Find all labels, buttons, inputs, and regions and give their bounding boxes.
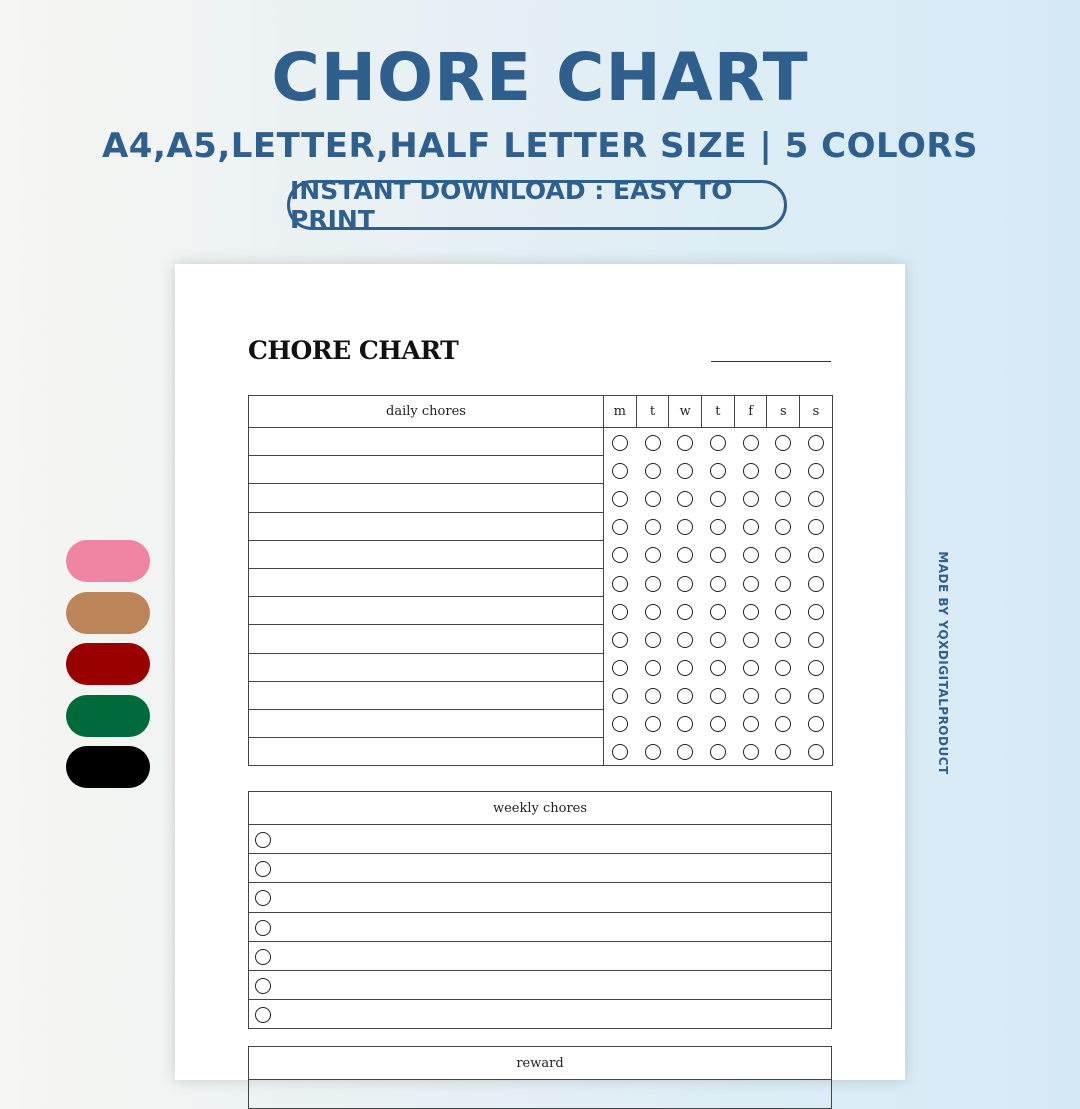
weekly-chore-row [249, 854, 832, 883]
checkbox-circle-icon[interactable] [710, 744, 726, 760]
day-check-cell [604, 540, 637, 568]
day-check-cell [800, 540, 833, 568]
checkbox-circle-icon[interactable] [612, 519, 628, 535]
checkbox-circle-icon[interactable] [677, 688, 693, 704]
checkbox-circle-icon[interactable] [612, 632, 628, 648]
day-check-cell [604, 456, 637, 484]
day-check-cell [669, 484, 702, 512]
checkbox-circle-icon[interactable] [255, 832, 271, 848]
daily-chore-row [249, 512, 833, 540]
daily-chore-row [249, 540, 833, 568]
checkbox-circle-icon[interactable] [743, 547, 759, 563]
day-check-cell [636, 456, 669, 484]
daily-chore-cell[interactable] [249, 653, 604, 681]
weekly-chore-cell[interactable] [249, 854, 832, 883]
weekly-chore-row [249, 1000, 832, 1029]
day-check-cell [669, 681, 702, 709]
checkbox-circle-icon[interactable] [710, 604, 726, 620]
daily-chore-cell[interactable] [249, 512, 604, 540]
checkbox-circle-icon[interactable] [255, 949, 271, 965]
day-check-cell [604, 653, 637, 681]
day-check-cell [636, 428, 669, 456]
checkbox-circle-icon[interactable] [612, 604, 628, 620]
checkbox-circle-icon[interactable] [775, 463, 791, 479]
daily-chore-row [249, 681, 833, 709]
day-check-cell [702, 653, 735, 681]
checkbox-circle-icon[interactable] [775, 716, 791, 732]
daily-chore-cell[interactable] [249, 428, 604, 456]
day-check-cell [669, 428, 702, 456]
daily-chore-row [249, 709, 833, 737]
day-check-cell [604, 597, 637, 625]
weekly-chore-row [249, 941, 832, 970]
checkbox-circle-icon[interactable] [645, 660, 661, 676]
day-check-cell [734, 738, 767, 766]
day-check-cell [734, 428, 767, 456]
daily-chore-cell[interactable] [249, 625, 604, 653]
checkbox-circle-icon[interactable] [710, 519, 726, 535]
checkbox-circle-icon[interactable] [808, 660, 824, 676]
day-check-cell [702, 709, 735, 737]
day-check-cell [800, 512, 833, 540]
checkbox-circle-icon[interactable] [645, 604, 661, 620]
day-check-cell [636, 484, 669, 512]
daily-chore-row [249, 428, 833, 456]
weekly-chore-row [249, 970, 832, 999]
weekly-chore-row [249, 825, 832, 854]
checkbox-circle-icon[interactable] [645, 519, 661, 535]
day-header-s2: s [800, 396, 833, 428]
checkbox-circle-icon[interactable] [743, 688, 759, 704]
checkbox-circle-icon[interactable] [808, 744, 824, 760]
day-check-cell [734, 540, 767, 568]
checkbox-circle-icon[interactable] [775, 660, 791, 676]
checkbox-circle-icon[interactable] [710, 716, 726, 732]
checkbox-circle-icon[interactable] [612, 435, 628, 451]
weekly-chores-body [249, 825, 832, 1029]
checkbox-circle-icon[interactable] [808, 632, 824, 648]
day-check-cell [669, 512, 702, 540]
checkbox-circle-icon[interactable] [743, 660, 759, 676]
checkbox-circle-icon[interactable] [710, 547, 726, 563]
day-check-cell [767, 625, 800, 653]
day-check-cell [702, 597, 735, 625]
checkbox-circle-icon[interactable] [677, 632, 693, 648]
day-check-cell [800, 625, 833, 653]
day-check-cell [636, 568, 669, 596]
checkbox-circle-icon[interactable] [710, 688, 726, 704]
checkbox-circle-icon[interactable] [743, 463, 759, 479]
day-check-cell [636, 681, 669, 709]
reward-cell[interactable] [249, 1080, 832, 1109]
checkbox-circle-icon[interactable] [808, 576, 824, 592]
day-check-cell [604, 484, 637, 512]
day-check-cell [767, 709, 800, 737]
day-check-cell [669, 709, 702, 737]
checkbox-circle-icon[interactable] [677, 744, 693, 760]
instant-download-pill: INSTANT DOWNLOAD : EASY TO PRINT [287, 180, 787, 230]
checkbox-circle-icon[interactable] [775, 688, 791, 704]
checkbox-circle-icon[interactable] [808, 435, 824, 451]
checkbox-circle-icon[interactable] [743, 604, 759, 620]
weekly-chore-cell[interactable] [249, 912, 832, 941]
checkbox-circle-icon[interactable] [612, 744, 628, 760]
checkbox-circle-icon[interactable] [710, 435, 726, 451]
checkbox-circle-icon[interactable] [612, 688, 628, 704]
checkbox-circle-icon[interactable] [612, 660, 628, 676]
checkbox-circle-icon[interactable] [775, 604, 791, 620]
daily-chore-cell[interactable] [249, 456, 604, 484]
weekly-chore-cell[interactable] [249, 1000, 832, 1029]
day-check-cell [702, 540, 735, 568]
weekly-chore-cell[interactable] [249, 825, 832, 854]
checkbox-circle-icon[interactable] [645, 716, 661, 732]
day-check-cell [800, 653, 833, 681]
day-check-cell [734, 597, 767, 625]
day-check-cell [702, 625, 735, 653]
day-check-cell [669, 653, 702, 681]
reward-row [249, 1080, 832, 1109]
checkbox-circle-icon[interactable] [645, 632, 661, 648]
checkbox-circle-icon[interactable] [645, 491, 661, 507]
checkbox-circle-icon[interactable] [255, 1007, 271, 1023]
document-title: CHORE CHART [248, 336, 459, 365]
checkbox-circle-icon[interactable] [808, 604, 824, 620]
day-check-cell [669, 738, 702, 766]
day-check-cell [636, 738, 669, 766]
day-check-cell [734, 625, 767, 653]
daily-chores-header: daily chores [249, 396, 604, 428]
day-check-cell [604, 625, 637, 653]
weekly-chore-cell[interactable] [249, 970, 832, 999]
checkbox-circle-icon[interactable] [612, 716, 628, 732]
daily-chore-cell[interactable] [249, 709, 604, 737]
checkbox-circle-icon[interactable] [677, 435, 693, 451]
hero-subtitle: A4,A5,LETTER,HALF LETTER SIZE | 5 COLORS [101, 126, 979, 166]
weekly-header-row [249, 792, 832, 825]
day-check-cell [636, 540, 669, 568]
daily-chore-row [249, 738, 833, 766]
color-swatch-3[interactable] [66, 643, 150, 685]
color-swatch-2[interactable] [66, 592, 150, 634]
checkbox-circle-icon[interactable] [743, 519, 759, 535]
day-check-cell [800, 428, 833, 456]
daily-chore-cell[interactable] [249, 568, 604, 596]
checkbox-circle-icon[interactable] [808, 463, 824, 479]
weekly-chore-row [249, 912, 832, 941]
checkbox-circle-icon[interactable] [743, 435, 759, 451]
daily-chore-cell[interactable] [249, 597, 604, 625]
day-header-s: s [767, 396, 800, 428]
checkbox-circle-icon[interactable] [808, 491, 824, 507]
checkbox-circle-icon[interactable] [808, 547, 824, 563]
day-check-cell [767, 484, 800, 512]
checkbox-circle-icon[interactable] [710, 576, 726, 592]
checkbox-circle-icon[interactable] [645, 463, 661, 479]
day-check-cell [702, 428, 735, 456]
checkbox-circle-icon[interactable] [743, 576, 759, 592]
day-check-cell [702, 568, 735, 596]
checkbox-circle-icon[interactable] [808, 688, 824, 704]
color-swatches [66, 540, 150, 798]
daily-header-row [249, 396, 833, 428]
color-swatch-4[interactable] [66, 695, 150, 737]
day-check-cell [800, 456, 833, 484]
daily-chores-body [249, 428, 833, 766]
day-check-cell [636, 597, 669, 625]
day-check-cell [669, 625, 702, 653]
checkbox-circle-icon[interactable] [775, 519, 791, 535]
checkbox-circle-icon[interactable] [743, 632, 759, 648]
day-check-cell [669, 568, 702, 596]
credit-text: MADE BY YQXDIGITALPRODUCT [936, 551, 950, 775]
checkbox-circle-icon[interactable] [677, 604, 693, 620]
day-check-cell [734, 653, 767, 681]
day-check-cell [767, 597, 800, 625]
daily-chore-row [249, 653, 833, 681]
day-check-cell [604, 428, 637, 456]
weekly-chores-header: weekly chores [249, 792, 832, 825]
checkbox-circle-icon[interactable] [255, 861, 271, 877]
weekly-chore-cell[interactable] [249, 883, 832, 912]
checkbox-circle-icon[interactable] [775, 576, 791, 592]
day-check-cell [800, 597, 833, 625]
checkbox-circle-icon[interactable] [677, 716, 693, 732]
checkbox-circle-icon[interactable] [775, 632, 791, 648]
checkbox-circle-icon[interactable] [808, 519, 824, 535]
day-check-cell [669, 456, 702, 484]
daily-chore-row [249, 597, 833, 625]
checkbox-circle-icon[interactable] [710, 463, 726, 479]
checkbox-circle-icon[interactable] [710, 491, 726, 507]
day-check-cell [767, 681, 800, 709]
day-check-cell [767, 456, 800, 484]
day-check-cell [734, 568, 767, 596]
day-check-cell [636, 625, 669, 653]
day-check-cell [800, 681, 833, 709]
daily-chore-row [249, 484, 833, 512]
day-check-cell [636, 653, 669, 681]
day-check-cell [767, 568, 800, 596]
checkbox-circle-icon[interactable] [677, 463, 693, 479]
checkbox-circle-icon[interactable] [255, 920, 271, 936]
checkbox-circle-icon[interactable] [255, 978, 271, 994]
hero-title: CHORE CHART [271, 39, 809, 116]
checkbox-circle-icon[interactable] [775, 435, 791, 451]
checkbox-circle-icon[interactable] [612, 463, 628, 479]
day-check-cell [800, 709, 833, 737]
day-check-cell [734, 512, 767, 540]
color-swatch-1[interactable] [66, 540, 150, 582]
checkbox-circle-icon[interactable] [775, 744, 791, 760]
checkbox-circle-icon[interactable] [677, 576, 693, 592]
day-check-cell [734, 709, 767, 737]
checkbox-circle-icon[interactable] [808, 716, 824, 732]
day-check-cell [636, 512, 669, 540]
daily-chores-table [248, 395, 833, 766]
day-check-cell [734, 484, 767, 512]
weekly-chore-row [249, 883, 832, 912]
day-check-cell [702, 738, 735, 766]
day-check-cell [604, 738, 637, 766]
day-check-cell [604, 709, 637, 737]
day-check-cell [604, 512, 637, 540]
checkbox-circle-icon[interactable] [645, 547, 661, 563]
daily-chore-cell[interactable] [249, 738, 604, 766]
daily-chore-cell[interactable] [249, 540, 604, 568]
checkbox-circle-icon[interactable] [645, 744, 661, 760]
color-swatch-5[interactable] [66, 746, 150, 788]
day-check-cell [604, 681, 637, 709]
checkbox-circle-icon[interactable] [743, 491, 759, 507]
reward-header: reward [249, 1047, 832, 1080]
weekly-chores-table [248, 791, 832, 1029]
checkbox-circle-icon[interactable] [677, 660, 693, 676]
chore-chart-page [175, 264, 905, 1080]
day-check-cell [636, 709, 669, 737]
checkbox-circle-icon[interactable] [612, 491, 628, 507]
day-header-m: m [604, 396, 637, 428]
day-check-cell [669, 597, 702, 625]
day-check-cell [604, 568, 637, 596]
day-check-cell [767, 738, 800, 766]
daily-chore-row [249, 568, 833, 596]
checkbox-circle-icon[interactable] [677, 547, 693, 563]
weekly-chore-cell[interactable] [249, 941, 832, 970]
day-header-f: f [734, 396, 767, 428]
day-check-cell [767, 653, 800, 681]
daily-chore-row [249, 625, 833, 653]
checkbox-circle-icon[interactable] [677, 491, 693, 507]
day-check-cell [767, 428, 800, 456]
checkbox-circle-icon[interactable] [677, 519, 693, 535]
checkbox-circle-icon[interactable] [710, 660, 726, 676]
day-check-cell [669, 540, 702, 568]
daily-chore-cell[interactable] [249, 681, 604, 709]
name-line [711, 361, 831, 362]
day-check-cell [767, 540, 800, 568]
checkbox-circle-icon[interactable] [612, 576, 628, 592]
day-check-cell [734, 681, 767, 709]
day-check-cell [767, 512, 800, 540]
checkbox-circle-icon[interactable] [743, 744, 759, 760]
checkbox-circle-icon[interactable] [775, 491, 791, 507]
checkbox-circle-icon[interactable] [645, 435, 661, 451]
day-header-t: t [636, 396, 669, 428]
checkbox-circle-icon[interactable] [775, 547, 791, 563]
reward-header-row [249, 1047, 832, 1080]
day-check-cell [800, 738, 833, 766]
daily-chore-row [249, 456, 833, 484]
daily-chore-cell[interactable] [249, 484, 604, 512]
day-check-cell [702, 456, 735, 484]
day-check-cell [702, 681, 735, 709]
day-check-cell [702, 484, 735, 512]
day-check-cell [800, 568, 833, 596]
checkbox-circle-icon[interactable] [612, 547, 628, 563]
checkbox-circle-icon[interactable] [743, 716, 759, 732]
checkbox-circle-icon[interactable] [710, 632, 726, 648]
day-check-cell [800, 484, 833, 512]
checkbox-circle-icon[interactable] [255, 890, 271, 906]
day-check-cell [702, 512, 735, 540]
day-header-t2: t [702, 396, 735, 428]
day-check-cell [734, 456, 767, 484]
checkbox-circle-icon[interactable] [645, 576, 661, 592]
reward-table [248, 1046, 832, 1109]
checkbox-circle-icon[interactable] [645, 688, 661, 704]
day-header-w: w [669, 396, 702, 428]
